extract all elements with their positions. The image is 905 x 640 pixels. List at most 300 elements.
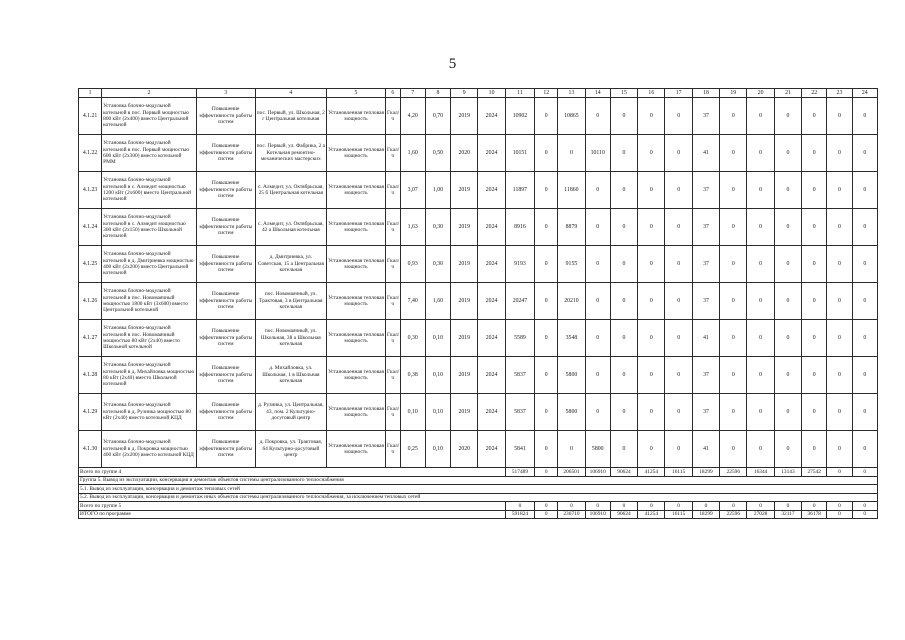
value-cell: 0	[747, 394, 774, 431]
value-cell: 0,30	[425, 246, 450, 283]
value-cell: 0	[610, 135, 637, 172]
value-cell: 5841	[505, 431, 534, 468]
value-cell: 0	[585, 209, 610, 246]
value-cell: 2024	[478, 394, 505, 431]
value-cell: 2024	[478, 135, 505, 172]
value-cell: 0,10	[425, 431, 450, 468]
value-cell: 0,10	[400, 394, 425, 431]
value-cell: 37	[692, 246, 719, 283]
parameter-cell: Установленная тепловая мощность	[327, 135, 386, 172]
location-cell: д. Рузинка, ул. Центральная, 43, пом. 2 Культурно-досуговый центр	[255, 394, 326, 431]
total-value: 0	[852, 510, 877, 519]
value-cell: 20210	[558, 283, 585, 320]
project-name-cell: Установка блочно-модульной котельной в пос. Новомаячный мощностью 80 кВт (2x40) вместо Школьной котельной	[102, 320, 197, 357]
value-cell: 37	[692, 283, 719, 320]
purpose-cell: Повышение эффективности работы систем	[196, 246, 255, 283]
table-row	[79, 283, 878, 320]
value-cell: 0	[720, 320, 747, 357]
project-name-cell: Установка блочно-модульной котельной в пос. Новомаячный мощностью 1800 кВт (3x600) вместо Центральной котельной	[102, 283, 197, 320]
total-value: 517489	[505, 468, 534, 477]
value-cell: 2020	[451, 431, 478, 468]
value-cell: 0	[747, 172, 774, 209]
value-cell: 2024	[478, 98, 505, 135]
value-cell: 0	[535, 172, 558, 209]
location-cell: д. Покровка, ул. Трактовая, 64 Культурно-досуговый центр	[255, 431, 326, 468]
row-id-cell: 4.1.21	[79, 98, 102, 135]
value-cell: 0	[638, 320, 665, 357]
total-value: 16115	[665, 468, 692, 477]
total-value: 32117	[774, 510, 801, 519]
value-cell: 20247	[505, 283, 534, 320]
parameter-cell: Установленная тепловая мощность	[327, 357, 386, 394]
value-cell: 0	[535, 394, 558, 431]
column-number-cell: 10	[478, 89, 505, 98]
parameter-cell: Установленная тепловая мощность	[327, 394, 386, 431]
value-cell: 0	[535, 135, 558, 172]
value-cell: 2024	[478, 209, 505, 246]
value-cell: 11860	[558, 172, 585, 209]
value-cell: 0	[827, 320, 852, 357]
value-cell: 0	[802, 320, 827, 357]
total-value: 0	[535, 502, 558, 511]
total-value: 0	[558, 502, 585, 511]
value-cell: 0	[720, 283, 747, 320]
column-number-cell: 1	[79, 89, 102, 98]
purpose-cell: Повышение эффективности работы систем	[196, 98, 255, 135]
table-row	[79, 357, 878, 394]
total-value: 13143	[774, 468, 801, 477]
location-cell: пос. Первый, ул. Фабрика, 2 а Котельная ремонтно-механических мастерских	[255, 135, 326, 172]
value-cell: 0	[852, 246, 877, 283]
section-heading: 5.2. Вывод из эксплуатации, консервация и демонтаж иных объектов системы централизованного теплоснабжения, за исключением тепловых сетей	[79, 493, 878, 502]
total-value: 0	[610, 502, 637, 511]
value-cell: 0	[610, 431, 637, 468]
value-cell: 0	[585, 98, 610, 135]
total-value: 16344	[747, 468, 774, 477]
value-cell: 2019	[451, 357, 478, 394]
value-cell: 0	[535, 209, 558, 246]
group5-1-heading-row	[79, 485, 878, 494]
value-cell: 0	[558, 135, 585, 172]
purpose-cell: Повышение эффективности работы систем	[196, 135, 255, 172]
value-cell: 0	[827, 357, 852, 394]
value-cell: 0	[535, 431, 558, 468]
value-cell: 0	[802, 98, 827, 135]
total-label: ИТОГО по программе	[79, 510, 506, 519]
column-number-cell: 8	[425, 89, 450, 98]
value-cell: 0	[802, 172, 827, 209]
total-value: 22596	[720, 510, 747, 519]
total-value: 0	[535, 468, 558, 477]
value-cell: 0	[535, 246, 558, 283]
column-number-row	[79, 89, 878, 98]
value-cell: 0	[802, 394, 827, 431]
total-value: 0	[827, 510, 852, 519]
unit-cell: Гкал/ч	[385, 357, 400, 394]
row-id-cell: 4.1.30	[79, 431, 102, 468]
value-cell: 2019	[451, 320, 478, 357]
value-cell: 0	[720, 431, 747, 468]
row-id-cell: 4.1.28	[79, 357, 102, 394]
value-cell: 0	[585, 172, 610, 209]
value-cell: 0	[720, 135, 747, 172]
value-cell: 0	[720, 209, 747, 246]
column-number-cell: 11	[505, 89, 534, 98]
value-cell: 0	[852, 172, 877, 209]
value-cell: 0	[802, 283, 827, 320]
value-cell: 2024	[478, 357, 505, 394]
column-number-cell: 6	[385, 89, 400, 98]
project-name-cell: Установка блочно-модульной котельной в с. Алмедит мощностью 300 кВт (2x150) вместо Школьной котельной	[102, 209, 197, 246]
value-cell: 0,30	[400, 320, 425, 357]
total-value: 0	[852, 468, 877, 477]
value-cell: 0	[747, 246, 774, 283]
section-heading: Группа 5. Вывод из эксплуатации, консервация и демонтаж объектов системы централизованного теплоснабжения	[79, 476, 878, 485]
value-cell: 37	[692, 172, 719, 209]
value-cell: 3,07	[400, 172, 425, 209]
group5-heading-row	[79, 476, 878, 485]
page-number: 5	[448, 56, 457, 72]
value-cell: 0	[747, 431, 774, 468]
value-cell: 0,10	[425, 394, 450, 431]
total-value: 0	[802, 502, 827, 511]
value-cell: 4,20	[400, 98, 425, 135]
value-cell: 0	[827, 283, 852, 320]
value-cell: 0	[585, 320, 610, 357]
column-number-cell: 15	[610, 89, 637, 98]
total-value: 0	[585, 502, 610, 511]
total-value: 41254	[638, 510, 665, 519]
total-value: 0	[720, 502, 747, 511]
value-cell: 41	[692, 431, 719, 468]
value-cell: 0	[665, 283, 692, 320]
location-cell: д. Михайловка, ул. Школьная, 1 в Школьная котельная	[255, 357, 326, 394]
value-cell: 0	[802, 209, 827, 246]
total-value: 90624	[610, 510, 637, 519]
location-cell: пос. Новомаячный, ул. Школьная, 38 а Школьная котельная	[255, 320, 326, 357]
total-label: Всего по группе 5	[79, 502, 506, 511]
column-number-cell: 23	[827, 89, 852, 98]
total-value: 0	[692, 502, 719, 511]
project-name-cell: Установка блочно-модульной котельной в пос. Первый мощностью 600 кВт (2x300) вместо котельной РММ	[102, 135, 197, 172]
column-number-cell: 9	[451, 89, 478, 98]
column-number-cell: 2	[102, 89, 197, 98]
purpose-cell: Повышение эффективности работы систем	[196, 357, 255, 394]
value-cell: 0	[610, 394, 637, 431]
table-row	[79, 98, 878, 135]
purpose-cell: Повышение эффективности работы систем	[196, 172, 255, 209]
purpose-cell: Повышение эффективности работы систем	[196, 283, 255, 320]
value-cell: 0	[852, 283, 877, 320]
value-cell: 0	[774, 394, 801, 431]
value-cell: 2019	[451, 283, 478, 320]
value-cell: 2019	[451, 209, 478, 246]
value-cell: 41	[692, 135, 719, 172]
value-cell: 0	[585, 394, 610, 431]
value-cell: 0	[638, 98, 665, 135]
total-value: 0	[827, 468, 852, 477]
value-cell: 10151	[505, 135, 534, 172]
value-cell: 0	[720, 246, 747, 283]
value-cell: 2024	[478, 431, 505, 468]
total-value: 22596	[720, 468, 747, 477]
value-cell: 37	[692, 394, 719, 431]
project-name-cell: Установка блочно-модульной котельной в д. Михайловка мощностью 80 кВт (2x40) вместо Школьной котельной	[102, 357, 197, 394]
row-id-cell: 4.1.25	[79, 246, 102, 283]
value-cell: 2019	[451, 394, 478, 431]
row-id-cell: 4.1.27	[79, 320, 102, 357]
value-cell: 0	[827, 98, 852, 135]
value-cell: 0	[747, 209, 774, 246]
location-cell: с. Алмедит, ул. Октябрьская, 25 б Центральная котельная	[255, 172, 326, 209]
value-cell: 0	[638, 209, 665, 246]
table-row	[79, 135, 878, 172]
value-cell: 0	[558, 431, 585, 468]
value-cell: 0	[610, 98, 637, 135]
value-cell: 0	[665, 135, 692, 172]
column-number-cell: 4	[255, 89, 326, 98]
value-cell: 0	[747, 98, 774, 135]
value-cell: 5800	[558, 357, 585, 394]
value-cell: 0	[747, 135, 774, 172]
value-cell: 1,00	[425, 172, 450, 209]
total-value: 0	[747, 502, 774, 511]
project-name-cell: Установка блочно-модульной котельной в пос. Первый мощностью 800 кВт (2x400) вместо Центральной котельной	[102, 98, 197, 135]
value-cell: 9193	[505, 246, 534, 283]
value-cell: 0,25	[400, 431, 425, 468]
value-cell: 2019	[451, 98, 478, 135]
value-cell: 0	[665, 246, 692, 283]
value-cell: 0	[747, 283, 774, 320]
total-value: 36178	[802, 510, 827, 519]
value-cell: 0,10	[425, 320, 450, 357]
value-cell: 0	[827, 431, 852, 468]
value-cell: 1,63	[400, 209, 425, 246]
column-number-cell: 19	[720, 89, 747, 98]
value-cell: 37	[692, 209, 719, 246]
value-cell: 0	[638, 431, 665, 468]
value-cell: 0	[802, 431, 827, 468]
value-cell: 0	[852, 98, 877, 135]
column-number-cell: 12	[535, 89, 558, 98]
value-cell: 0	[665, 98, 692, 135]
table-row	[79, 320, 878, 357]
value-cell: 8916	[505, 209, 534, 246]
column-number-cell: 17	[665, 89, 692, 98]
value-cell: 2019	[451, 172, 478, 209]
value-cell: 0	[827, 246, 852, 283]
value-cell: 0	[610, 320, 637, 357]
value-cell: 5837	[505, 357, 534, 394]
total-value: 0	[827, 502, 852, 511]
value-cell: 0,10	[425, 357, 450, 394]
table-row	[79, 431, 878, 468]
row-id-cell: 4.1.26	[79, 283, 102, 320]
total-value: 16115	[665, 510, 692, 519]
purpose-cell: Повышение эффективности работы систем	[196, 209, 255, 246]
parameter-cell: Установленная тепловая мощность	[327, 172, 386, 209]
value-cell: 5837	[505, 394, 534, 431]
total-value: 0	[638, 502, 665, 511]
column-number-cell: 5	[327, 89, 386, 98]
investment-program-table	[78, 88, 878, 519]
value-cell: 0	[638, 135, 665, 172]
value-cell: 11897	[505, 172, 534, 209]
unit-cell: Гкал/ч	[385, 209, 400, 246]
value-cell: 0	[827, 172, 852, 209]
value-cell: 7,40	[400, 283, 425, 320]
value-cell: 5800	[585, 431, 610, 468]
parameter-cell: Установленная тепловая мощность	[327, 209, 386, 246]
value-cell: 3548	[558, 320, 585, 357]
unit-cell: Гкал/ч	[385, 172, 400, 209]
row-id-cell: 4.1.29	[79, 394, 102, 431]
total-value: 206501	[558, 468, 585, 477]
value-cell: 0	[610, 209, 637, 246]
value-cell: 0	[665, 394, 692, 431]
section-heading: 5.1. Вывод из эксплуатации, консервация и демонтаж тепловых сетей	[79, 485, 878, 494]
table-row	[79, 172, 878, 209]
value-cell: 37	[692, 98, 719, 135]
parameter-cell: Установленная тепловая мощность	[327, 283, 386, 320]
value-cell: 5800	[558, 394, 585, 431]
parameter-cell: Установленная тепловая мощность	[327, 98, 386, 135]
value-cell: 8879	[558, 209, 585, 246]
value-cell: 0	[852, 357, 877, 394]
table-row	[79, 246, 878, 283]
value-cell: 2024	[478, 246, 505, 283]
unit-cell: Гкал/ч	[385, 394, 400, 431]
group5-2-heading-row	[79, 493, 878, 502]
value-cell: 0	[747, 320, 774, 357]
total-value: 0	[535, 510, 558, 519]
value-cell: 37	[692, 357, 719, 394]
value-cell: 0	[720, 98, 747, 135]
total-value: 591824	[505, 510, 534, 519]
table-row	[79, 209, 878, 246]
value-cell: 0	[610, 283, 637, 320]
unit-cell: Гкал/ч	[385, 98, 400, 135]
total-value: 0	[665, 502, 692, 511]
total-value: 90624	[610, 468, 637, 477]
value-cell: 0	[665, 209, 692, 246]
project-name-cell: Установка блочно-модульной котельной в с. Алмедит мощностью 1200 кВт (2x600) вместо Центральной котельной	[102, 172, 197, 209]
value-cell: 2020	[451, 135, 478, 172]
parameter-cell: Установленная тепловая мощность	[327, 431, 386, 468]
value-cell: 0	[665, 431, 692, 468]
value-cell: 0	[774, 357, 801, 394]
purpose-cell: Повышение эффективности работы систем	[196, 394, 255, 431]
column-number-cell: 3	[196, 89, 255, 98]
value-cell: 1,60	[400, 135, 425, 172]
unit-cell: Гкал/ч	[385, 431, 400, 468]
group4-total-row	[79, 468, 878, 477]
value-cell: 0	[802, 357, 827, 394]
value-cell: 0	[665, 357, 692, 394]
value-cell: 0	[665, 320, 692, 357]
value-cell: 0	[535, 283, 558, 320]
value-cell: 0	[638, 357, 665, 394]
value-cell: 0	[585, 357, 610, 394]
value-cell: 2024	[478, 172, 505, 209]
value-cell: 0	[852, 209, 877, 246]
purpose-cell: Повышение эффективности работы систем	[196, 320, 255, 357]
column-number-cell: 13	[558, 89, 585, 98]
column-number-cell: 22	[802, 89, 827, 98]
location-cell: пос. Новомаячный, ул. Трактовая, 3 в Центральная котельная	[255, 283, 326, 320]
column-number-cell: 18	[692, 89, 719, 98]
value-cell: 0	[720, 394, 747, 431]
value-cell: 0	[802, 246, 827, 283]
column-number-cell: 7	[400, 89, 425, 98]
value-cell: 0,30	[425, 209, 450, 246]
unit-cell: Гкал/ч	[385, 320, 400, 357]
value-cell: 0,38	[400, 357, 425, 394]
value-cell: 0	[774, 172, 801, 209]
value-cell: 2019	[451, 246, 478, 283]
table-row	[79, 394, 878, 431]
value-cell: 0	[852, 320, 877, 357]
total-value: 106910	[585, 510, 610, 519]
value-cell: 0	[535, 98, 558, 135]
value-cell: 0	[774, 246, 801, 283]
value-cell: 0	[610, 172, 637, 209]
value-cell: 0,50	[425, 135, 450, 172]
value-cell: 2024	[478, 320, 505, 357]
location-cell: пос. Первый, ул. Школьная, 2 г Центральная котельная	[255, 98, 326, 135]
total-label: Всего по группе 4	[79, 468, 506, 477]
total-value: 27542	[802, 468, 827, 477]
value-cell: 0,70	[425, 98, 450, 135]
total-value: 0	[505, 502, 534, 511]
total-value: 0	[852, 502, 877, 511]
purpose-cell: Повышение эффективности работы систем	[196, 431, 255, 468]
value-cell: 1,60	[425, 283, 450, 320]
value-cell: 0	[802, 135, 827, 172]
column-number-cell: 14	[585, 89, 610, 98]
unit-cell: Гкал/ч	[385, 246, 400, 283]
total-value: 106910	[585, 468, 610, 477]
total-value: 236710	[558, 510, 585, 519]
total-value: 18299	[692, 468, 719, 477]
row-id-cell: 4.1.22	[79, 135, 102, 172]
value-cell: 9155	[558, 246, 585, 283]
value-cell: 0	[747, 357, 774, 394]
value-cell: 0	[774, 98, 801, 135]
value-cell: 0	[774, 209, 801, 246]
value-cell: 5589	[505, 320, 534, 357]
value-cell: 0	[638, 283, 665, 320]
total-value: 41254	[638, 468, 665, 477]
value-cell: 0	[774, 320, 801, 357]
value-cell: 0	[638, 394, 665, 431]
value-cell: 0	[585, 283, 610, 320]
value-cell: 10865	[558, 98, 585, 135]
program-total-row	[79, 510, 878, 519]
value-cell: 0	[774, 283, 801, 320]
total-value: 18299	[692, 510, 719, 519]
location-cell: с. Алмедит, ул. Октябрьская, 42 а Школьная котельная	[255, 209, 326, 246]
value-cell: 0	[638, 246, 665, 283]
value-cell: 41	[692, 320, 719, 357]
project-name-cell: Установка блочно-модульной котельной в д. Рузинка мощностью 80 кВт (2x40) вместо котельной КЦД	[102, 394, 197, 431]
total-value: 27028	[747, 510, 774, 519]
value-cell: 10110	[585, 135, 610, 172]
value-cell: 0	[535, 320, 558, 357]
value-cell: 0	[610, 246, 637, 283]
value-cell: 0	[585, 246, 610, 283]
value-cell: 0	[852, 394, 877, 431]
